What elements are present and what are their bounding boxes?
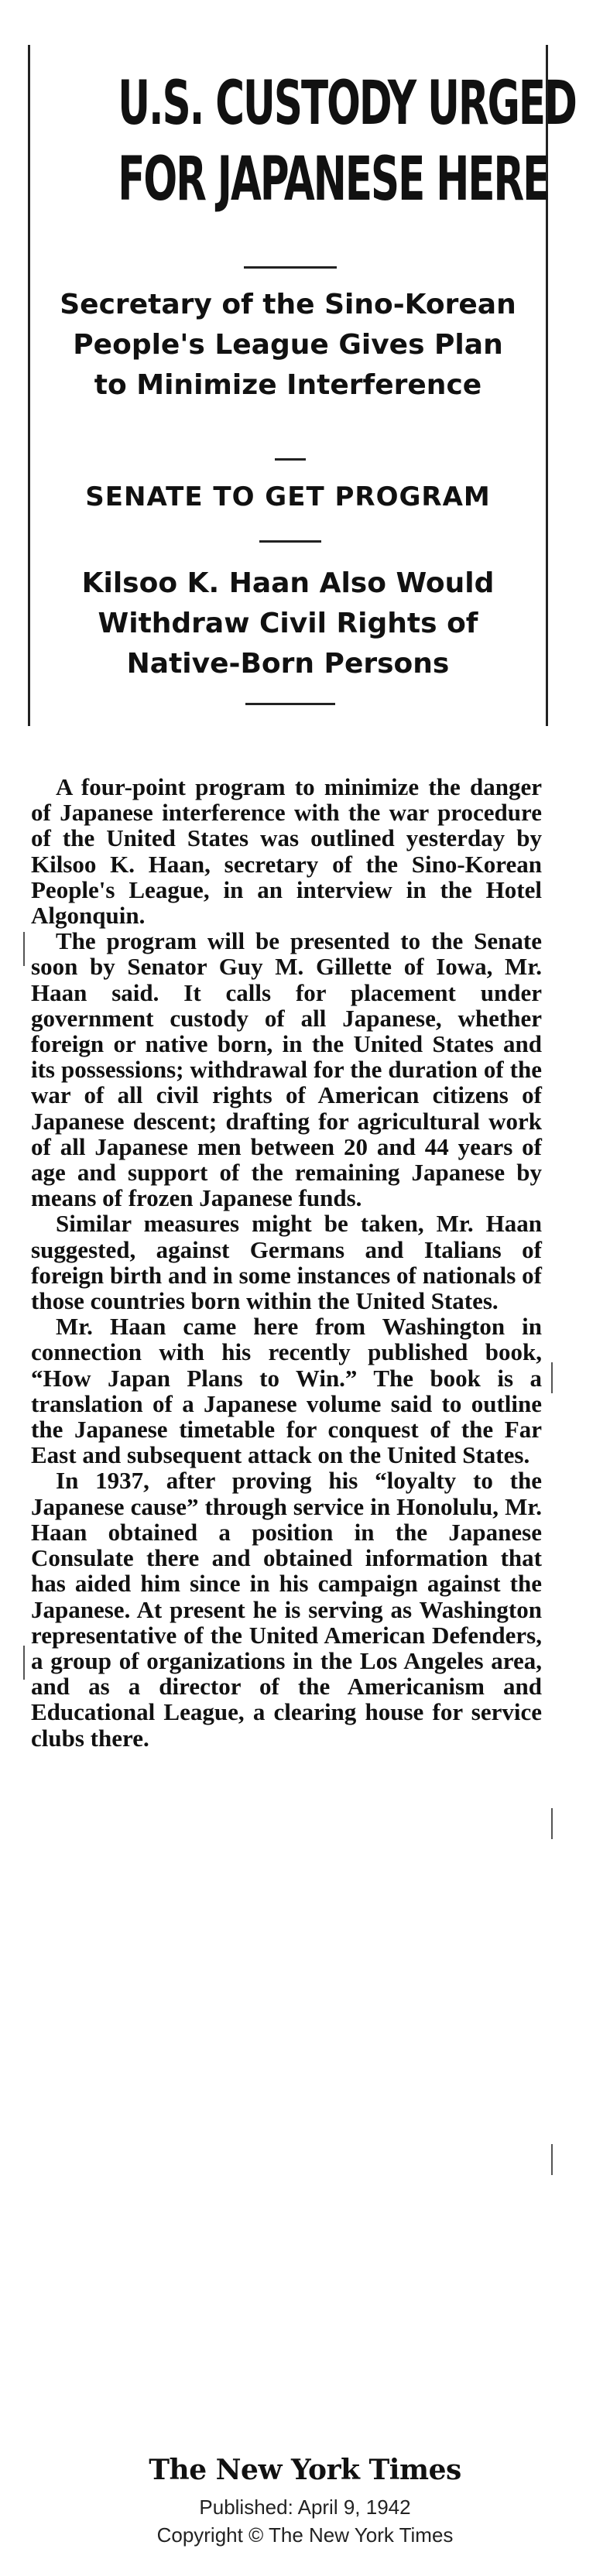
headline-box	[28, 45, 576, 726]
rule-divider	[245, 703, 335, 705]
headline-line-2: FOR JAPANESE HERE	[118, 145, 549, 214]
nyt-logo: The New York Times	[149, 2454, 461, 2486]
rule-divider	[275, 458, 306, 461]
deck3-line-3: Native-Born Persons	[126, 648, 450, 680]
deck2-line-1: SENATE TO GET PROGRAM	[85, 481, 491, 512]
copyright-notice: Copyright © The New York Times	[156, 2523, 454, 2547]
article-paragraph: Mr. Haan came here from Washington in connection with his recently published book, “How Japan Plans to Win.” The book is a translation of a Japanese volume said to outline the Japanese timetable for conquest of the Far East and subsequent attack on the United States.	[31, 1313, 542, 1469]
rule-divider	[259, 540, 321, 543]
article-body	[31, 774, 542, 1751]
headline-line-1: U.S. CUSTODY URGED	[118, 69, 576, 139]
deck3-line-2: Withdraw Civil Rights of	[98, 608, 478, 639]
article-paragraph: Similar measures might be taken, Mr. Haan suggested, against Germans and Italians of foreign birth and in some instances of nationals of those countries born within the United States.	[31, 1210, 542, 1315]
article-paragraph: In 1937, after proving his “loyalty to the Japanese cause” through service in Honolulu, Mr. Haan obtained a position in the Japanese Consulate there and obtained information that has aided him since in his campaign against the Japanese. At present he is serving as Washington representative of the United American Defenders, a group of organizations in the Los Angeles area, and as a director of the Americanism and Educational League, a clearing house for service clubs there.	[31, 1467, 542, 1752]
deck-subheading-3	[46, 564, 530, 684]
column-rule-left	[23, 932, 25, 966]
deck1-line-2: People's League Gives Plan	[73, 329, 503, 361]
published-date: Published: April 9, 1942	[199, 2496, 411, 2519]
article-paragraph: A four-point program to minimize the danger of Japanese interference with the war procedure of the United States was outlined yesterday by Kilsoo K. Haan, secretary of the Sino-Korean People's League, in an interview in the Hotel Algonquin.	[31, 773, 542, 930]
rule-divider	[244, 266, 337, 269]
deck-subheading-1	[46, 285, 530, 406]
column-rule-left	[23, 1646, 25, 1680]
deck1-line-1: Secretary of the Sino-Korean	[60, 289, 516, 320]
article-paragraph: The program will be presented to the Senate soon by Senator Guy M. Gillette of Iowa, Mr. Haan said. It calls for placement under government custody of all Japanese, whether foreign or native born, in the United States and its possessions; withdrawal for the duration of the war of all civil rights of American citizens of Japanese descent; drafting for agricultural work of all Japanese men between 20 and 44 years of age and support of the remaining Japanese by means of frozen Japanese funds.	[31, 927, 542, 1212]
column-rule-right	[551, 1808, 553, 1839]
deck-subheading-2	[46, 478, 530, 516]
column-rule-right	[551, 2144, 553, 2175]
column-rule-right	[551, 1362, 553, 1393]
deck3-line-1: Kilsoo K. Haan Also Would	[81, 567, 495, 599]
deck1-line-3: to Minimize Interference	[94, 369, 482, 401]
